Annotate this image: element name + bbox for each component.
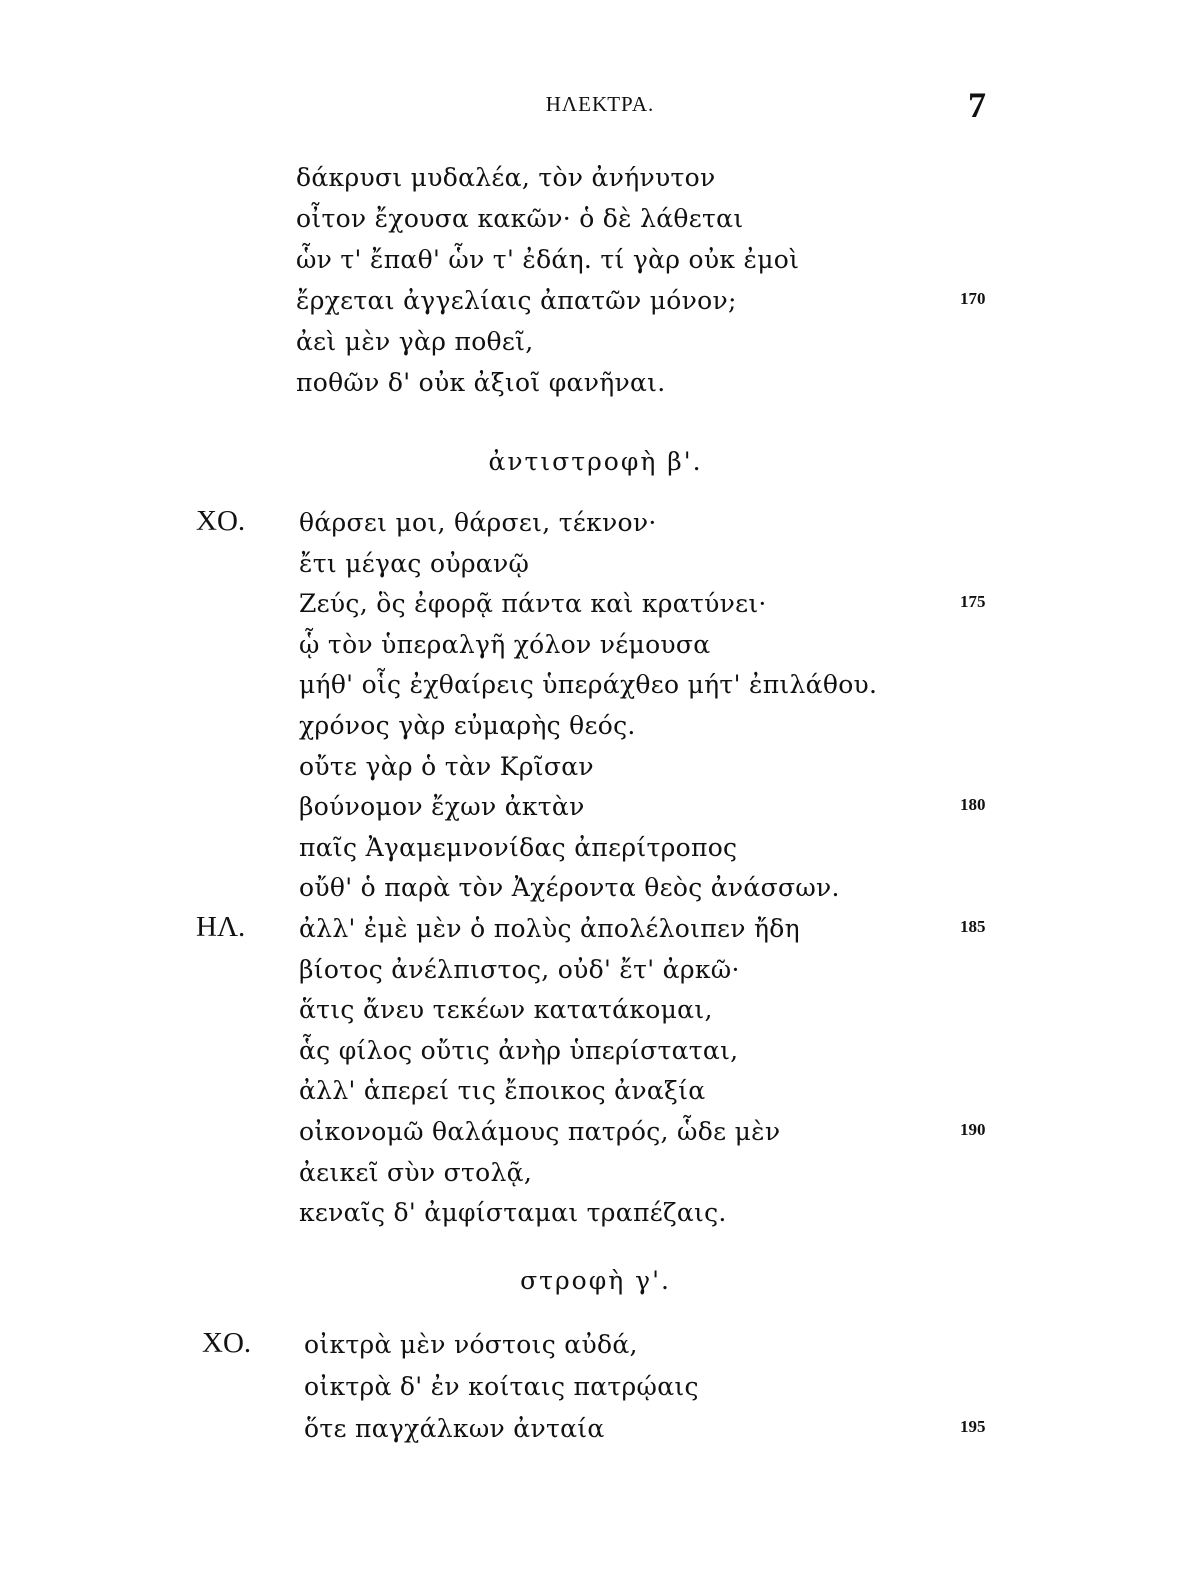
verse-line (0, 324, 1191, 365)
verse-text: δάκρυσι μυδαλέα, τὸν ἀνήνυτον (296, 163, 716, 192)
verse-line (0, 1073, 1191, 1114)
verse-line (0, 283, 1191, 324)
verse-line (0, 160, 1191, 201)
verse-text: ὧν τ' ἔπαθ' ὧν τ' ἐδάη. τί γὰρ οὐκ ἐμοὶ (296, 245, 800, 274)
verse-text: μήθ' οἷς ἐχθαίρεις ὑπεράχθεο μήτ' ἐπιλάθου. (299, 670, 878, 700)
verse-text: Ζεύς, ὃς ἐφορᾷ πάντα καὶ κρατύνει· (299, 589, 767, 619)
verse-line (0, 789, 1191, 830)
verse-line (0, 1155, 1191, 1196)
verse-text: ὅτε παγχάλκων ἀνταία (304, 1414, 605, 1443)
section-heading-antistrophe: ἀντιστροφὴ β'. (488, 447, 703, 476)
verse-text: ἅτις ἄνευ τεκέων κατατάκομαι, (299, 995, 713, 1025)
verse-text: οὔθ' ὁ παρὰ τὸν Ἀχέροντα θεὸς ἀνάσσων. (299, 873, 840, 903)
verse-text: βούνομον ἔχων ἀκτὰν (299, 792, 585, 822)
line-number: 190 (960, 1119, 986, 1139)
verse-block-antistrophe (0, 505, 1191, 1236)
verse-text: ᾧ τὸν ὑπεραλγῆ χόλον νέμουσα (299, 629, 711, 659)
verse-text: ἀλλ' ἁπερεί τις ἔποικος ἀναξία (299, 1076, 706, 1106)
speaker-label: ΧΟ. (196, 505, 246, 537)
verse-line (0, 830, 1191, 871)
verse-text: βίοτος ἀνέλπιστος, οὐδ' ἔτ' ἀρκῶ· (299, 954, 740, 984)
running-title: ΗΛΕΚΤΡΑ. (545, 92, 655, 116)
verse-text: οἰκτρὰ μὲν νόστοις αὐδά, (304, 1330, 638, 1359)
line-number: 180 (960, 795, 986, 815)
line-number: 195 (960, 1417, 986, 1436)
verse-line (0, 365, 1191, 406)
verse-line (0, 870, 1191, 911)
verse-line (0, 1369, 1191, 1411)
verse-text: ἔτι μέγας οὐρανῷ (299, 548, 530, 578)
verse-line (0, 749, 1191, 790)
verse-line (0, 201, 1191, 242)
verse-text: οἰκτρὰ δ' ἐν κοίταις πατρῴαις (304, 1372, 699, 1401)
verse-line (0, 911, 1191, 952)
verse-text: ἀλλ' ἐμὲ μὲν ὁ πολὺς ἀπολέλοιπεν ἤδη (299, 913, 800, 943)
verse-text: κεναῖς δ' ἀμφίσταμαι τραπέζαις. (299, 1198, 727, 1228)
speaker-label: ΗΛ. (196, 910, 246, 943)
verse-line (0, 627, 1191, 668)
verse-text: ἀεὶ μὲν γὰρ ποθεῖ, (296, 327, 534, 356)
verse-text: παῖς Ἀγαμεμνονίδας ἀπερίτροπος (299, 832, 738, 862)
verse-text: οἶτον ἔχουσα κακῶν· ὁ δὲ λάθεται (296, 204, 744, 233)
verse-line (0, 992, 1191, 1033)
verse-line (0, 952, 1191, 993)
verse-text: ἔρχεται ἀγγελίαις ἀπατῶν μόνον; (296, 286, 737, 315)
verse-line (0, 505, 1191, 546)
verse-text: οἰκονομῶ θαλάμους πατρός, ὧδε μὲν (299, 1116, 781, 1146)
verse-line (0, 708, 1191, 749)
verse-text: θάρσει μοι, θάρσει, τέκνον· (299, 508, 657, 537)
verse-line (0, 1033, 1191, 1074)
verse-text: χρόνος γὰρ εὐμαρὴς θεός. (299, 710, 636, 740)
line-number: 170 (960, 289, 986, 308)
verse-line (0, 1195, 1191, 1236)
verse-line (0, 546, 1191, 587)
verse-text: ἇς φίλος οὔτις ἀνὴρ ὑπερίσταται, (299, 1035, 739, 1065)
section-heading-strophe: στροφὴ γ'. (520, 1266, 671, 1295)
verse-line (0, 667, 1191, 708)
verse-line (0, 242, 1191, 283)
verse-text: ποθῶν δ' οὐκ ἀξιοῖ φανῆναι. (296, 368, 666, 397)
line-number: 175 (960, 592, 986, 612)
verse-text: ἀεικεῖ σὺν στολᾷ, (299, 1157, 533, 1187)
line-number: 185 (960, 916, 986, 936)
verse-block-strophe-end (0, 160, 1191, 406)
verse-line (0, 1114, 1191, 1155)
page-number: 7 (968, 85, 986, 125)
verse-text: οὔτε γὰρ ὁ τὰν Κρῖσαν (299, 751, 594, 781)
verse-block-strophe (0, 1327, 1191, 1453)
speaker-label: ΧΟ. (202, 1327, 252, 1359)
verse-line (0, 1411, 1191, 1453)
verse-line (0, 1327, 1191, 1369)
verse-line (0, 586, 1191, 627)
